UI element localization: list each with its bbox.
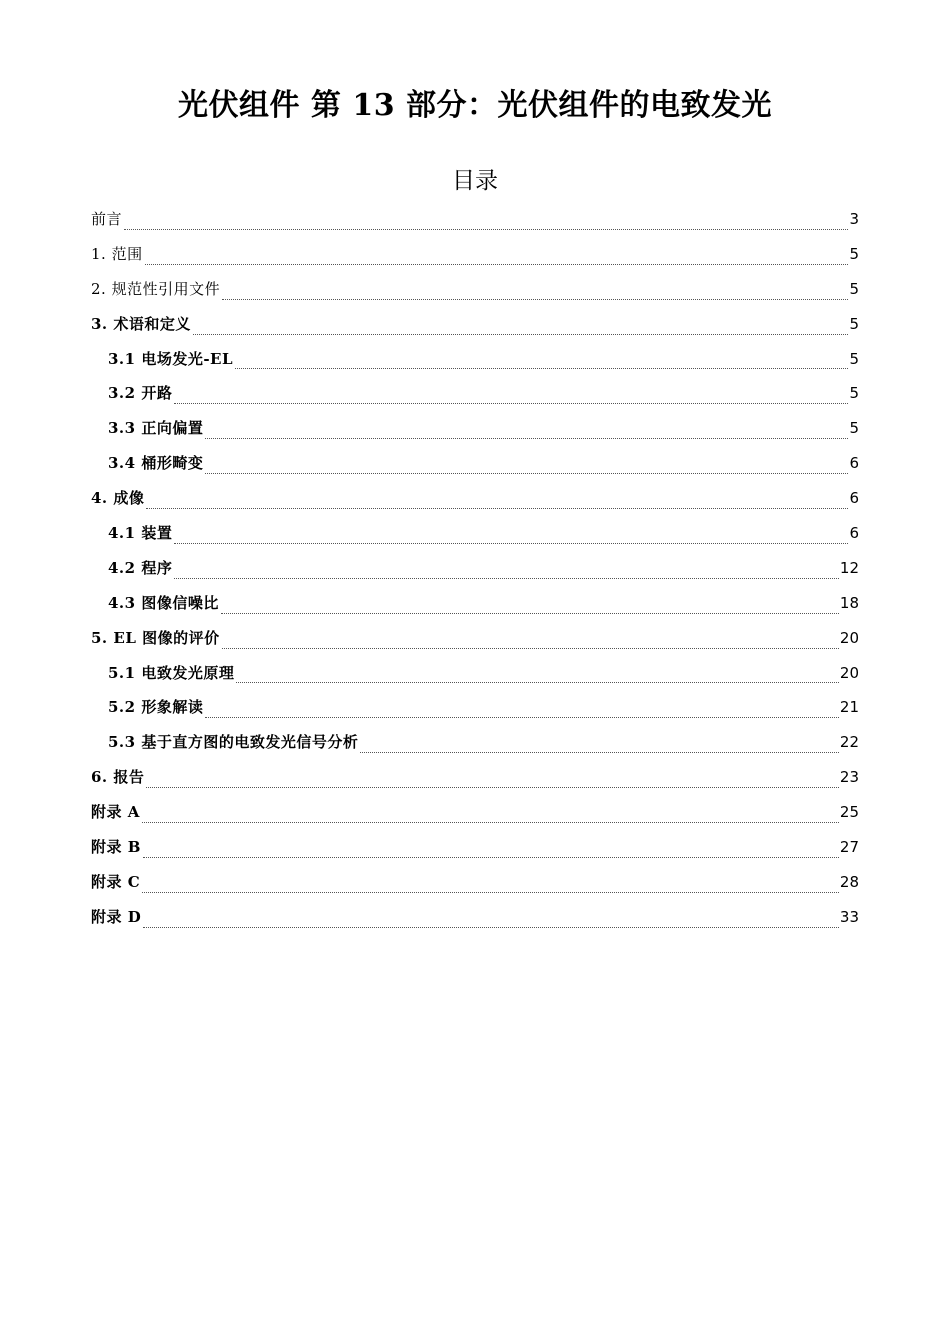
toc-dot-leader xyxy=(235,367,848,369)
toc-dot-leader xyxy=(124,228,848,230)
toc-entry-label: 4.2 程序 xyxy=(108,558,173,577)
toc-entry-label: 3.2 开路 xyxy=(108,384,173,403)
toc-dot-leader xyxy=(205,716,839,718)
toc-dot-leader xyxy=(222,298,848,300)
toc-dot-leader xyxy=(205,437,848,439)
toc-dot-leader xyxy=(222,647,839,649)
toc-dot-leader xyxy=(143,856,839,858)
toc-entry-3-1[interactable] xyxy=(91,345,859,380)
toc-entry-scope[interactable] xyxy=(91,240,859,275)
toc-page-number: 6 xyxy=(849,489,859,508)
toc-entry-label: 6. 报告 xyxy=(91,768,145,787)
toc-dot-leader xyxy=(174,577,839,579)
toc-entry-normative-references[interactable] xyxy=(91,275,859,310)
toc-entry-appendix-b[interactable] xyxy=(91,833,859,868)
toc-dot-leader xyxy=(193,333,849,335)
toc-entry-label: 附录 B xyxy=(91,838,141,857)
toc-entry-label: 附录 C xyxy=(91,872,141,891)
toc-heading: 目录 xyxy=(452,168,498,194)
toc-entry-label: 附录 D xyxy=(91,907,142,926)
toc-entry-label: 3.1 电场发光-EL xyxy=(108,349,234,368)
toc-page-number: 25 xyxy=(839,803,859,822)
toc-page-number: 27 xyxy=(839,838,859,857)
toc-entry-5-2[interactable] xyxy=(91,693,859,728)
toc-page-number: 3 xyxy=(849,210,859,228)
toc-entry-appendix-d[interactable] xyxy=(91,903,859,938)
toc-entry-label: 4. 成像 xyxy=(91,489,145,508)
toc-page-number: 12 xyxy=(839,558,859,577)
toc-dot-leader xyxy=(142,821,839,823)
toc-entry-4-1[interactable] xyxy=(91,519,859,554)
toc-page-number: 5 xyxy=(849,279,859,298)
toc-page-number: 18 xyxy=(839,593,859,612)
toc-entry-label: 1. 范围 xyxy=(91,244,143,263)
toc-dot-leader xyxy=(146,786,839,788)
toc-page-number: 5 xyxy=(849,384,859,403)
toc-dot-leader xyxy=(146,507,848,509)
toc-page-number: 21 xyxy=(839,698,859,717)
toc-dot-leader xyxy=(143,926,839,928)
toc-entry-label: 4.3 图像信噪比 xyxy=(108,593,219,612)
toc-entry-5-3[interactable] xyxy=(91,728,859,763)
toc-page-number: 33 xyxy=(839,907,859,926)
toc-page-number: 20 xyxy=(839,663,859,682)
toc-entry-preface[interactable] xyxy=(91,205,859,240)
toc-dot-leader xyxy=(174,542,848,544)
toc-entry-label: 4.1 装置 xyxy=(108,524,173,543)
toc-page-number: 5 xyxy=(849,314,859,333)
toc-dot-leader xyxy=(142,891,839,893)
document-title: 光伏组件 第 13 部分：光伏组件的电致发光 xyxy=(177,88,773,123)
toc-entry-3-2[interactable] xyxy=(91,379,859,414)
toc-entry-terms-definitions[interactable] xyxy=(91,310,859,345)
toc-page-number: 6 xyxy=(849,454,859,473)
table-of-contents xyxy=(91,205,859,938)
toc-entry-label: 前言 xyxy=(91,210,123,228)
toc-entry-5-1[interactable] xyxy=(91,659,859,694)
toc-entry-el-evaluation[interactable] xyxy=(91,624,859,659)
toc-entry-appendix-c[interactable] xyxy=(91,868,859,903)
toc-page-number: 22 xyxy=(839,733,859,752)
toc-dot-leader xyxy=(236,681,839,683)
toc-entry-3-3[interactable] xyxy=(91,414,859,449)
toc-page-number: 20 xyxy=(839,628,859,647)
toc-entry-3-4[interactable] xyxy=(91,449,859,484)
toc-dot-leader xyxy=(174,402,848,404)
toc-entry-appendix-a[interactable] xyxy=(91,798,859,833)
toc-entry-report[interactable] xyxy=(91,763,859,798)
toc-entry-label: 3.4 桶形畸变 xyxy=(108,454,204,473)
toc-entry-label: 5.3 基于直方图的电致发光信号分析 xyxy=(108,733,359,752)
toc-dot-leader xyxy=(145,263,849,265)
toc-page-number: 5 xyxy=(849,419,859,438)
toc-page-number: 23 xyxy=(839,768,859,787)
toc-entry-label: 3.3 正向偏置 xyxy=(108,419,204,438)
toc-entry-imaging[interactable] xyxy=(91,484,859,519)
toc-entry-4-3[interactable] xyxy=(91,589,859,624)
toc-page-number: 6 xyxy=(849,524,859,543)
toc-dot-leader xyxy=(221,612,839,614)
toc-page-number: 5 xyxy=(849,349,859,368)
toc-entry-4-2[interactable] xyxy=(91,554,859,589)
toc-dot-leader xyxy=(205,472,848,474)
toc-page-number: 28 xyxy=(839,872,859,891)
toc-entry-label: 附录 A xyxy=(91,803,140,822)
toc-page-number: 5 xyxy=(849,244,859,263)
toc-entry-label: 3. 术语和定义 xyxy=(91,314,191,333)
toc-entry-label: 5. EL 图像的评价 xyxy=(91,628,220,647)
toc-entry-label: 5.2 形象解读 xyxy=(108,698,204,717)
toc-entry-label: 5.1 电致发光原理 xyxy=(108,663,235,682)
toc-entry-label: 2. 规范性引用文件 xyxy=(91,279,221,298)
toc-dot-leader xyxy=(360,751,839,753)
